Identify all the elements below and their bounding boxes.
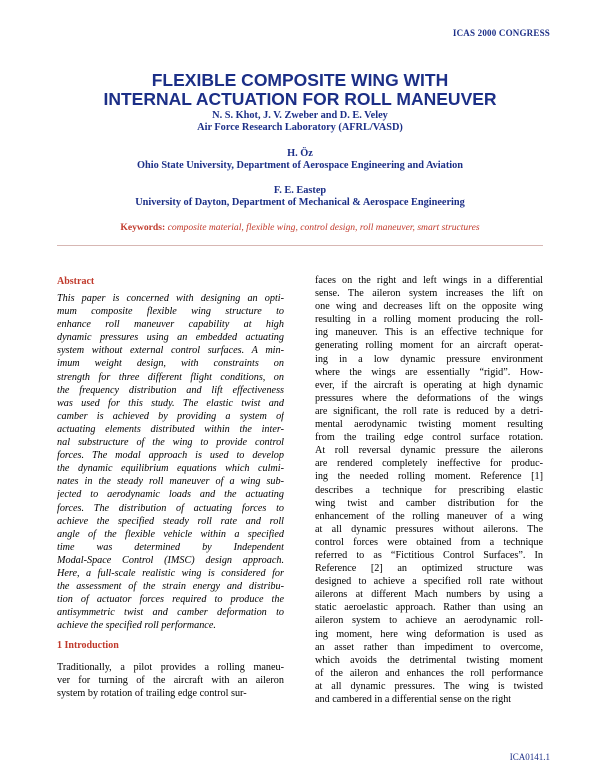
- author-names-1: N. S. Khot, J. V. Zweber and D. E. Veley: [212, 110, 388, 121]
- right-column-line: ing in a low dynamic pressure environment: [315, 353, 543, 365]
- right-column-line: an asset rather than impediment to overcome,: [315, 641, 543, 653]
- right-column-line: are rendered completely ineffective for produc-: [315, 458, 543, 470]
- abstract-line: enhance roll maneuver capability at high: [57, 319, 284, 331]
- author-block-2: [0, 148, 600, 172]
- abstract-line: achieve the specified steady roll rate and roll: [57, 515, 284, 527]
- right-column-line: mental aerodynamic twisting moment resulting: [315, 419, 543, 431]
- abstract-line: This paper is concerned with designing an opti-: [57, 293, 284, 304]
- page-id: ICA0141.1: [509, 752, 550, 762]
- author-names-2: H. Öz: [287, 148, 313, 159]
- right-column-line: faces on the right and left wings in a differential: [315, 275, 543, 286]
- abstract-line: imum weight design, with constraints on: [57, 358, 284, 370]
- conference-header: ICAS 2000 CONGRESS: [452, 28, 550, 38]
- abstract-line: system without external control surfaces. A min-: [57, 345, 284, 357]
- abstract-line: camber is achieved by providing a system of: [57, 410, 284, 422]
- abstract-line: achieve the specified roll performance.: [57, 620, 216, 632]
- right-column-line: At roll reversal dynamic pressure the ailerons: [315, 445, 543, 457]
- right-column-line: ing maneuver. This is an effective technique for: [315, 327, 543, 339]
- abstract-body: [57, 292, 284, 632]
- author-affiliation-2: Ohio State University, Department of Aerospace Engineering and Aviation: [137, 160, 463, 171]
- right-column-line: static aeroelastic approach. Rather than using an: [315, 602, 543, 614]
- abstract-line: was used for this study. The elastic twist and: [57, 397, 284, 409]
- right-column-line: describes a technique for prescribing elastic: [315, 484, 543, 496]
- right-column-line: from the trailing edge control surface rotation.: [315, 432, 543, 444]
- author-affiliation-3: University of Dayton, Department of Mechanical & Aerospace Engineering: [135, 197, 465, 208]
- abstract-line: nal substructure of the wing to provide control: [57, 437, 284, 449]
- divider-rule: [57, 245, 543, 246]
- right-column-line: designed to achieve a specified roll rate without: [315, 576, 543, 588]
- abstract-line: the frequency distribution and lift effectiveness: [57, 384, 284, 396]
- keywords-text: composite material, flexible wing, control design, roll maneuver, smart structures: [167, 222, 480, 233]
- right-column-line: generating rolling moment for an aircraft operat-: [315, 340, 543, 352]
- right-column-line: referred to as “Fictitious Control Surfaces”. In: [315, 549, 543, 561]
- right-column-line: resulting in a rolling moment producing the roll-: [315, 314, 543, 326]
- right-column-line: ing the needed rolling moment. Reference [1]: [315, 471, 543, 483]
- title-line-1: FLEXIBLE COMPOSITE WING WITH: [151, 70, 449, 90]
- keywords-label: Keywords:: [120, 222, 166, 233]
- right-column-line: and cambered in a differential sense on the right: [315, 694, 512, 705]
- abstract-line: Here, a full-scale realistic wing is considered for: [57, 567, 284, 579]
- right-column-line: Reference [2] an optimized structure was: [315, 563, 543, 575]
- introduction-body: [57, 661, 284, 700]
- right-column-line: which avoids the detrimental twisting moment: [315, 654, 543, 666]
- right-column-line: aileron system to achieve an aerodynamic roll-: [315, 615, 543, 627]
- right-column-line: are significant, the roll rate is reduced by a detri-: [315, 405, 543, 417]
- right-column-line: control forces were obtained from a technique: [315, 536, 543, 548]
- right-column-line: ever, if the aircraft is operating at high dynamic: [315, 379, 543, 391]
- right-column-body: [315, 274, 543, 706]
- right-column-line: enhancement of the rolling maneuver of a wing: [315, 510, 543, 522]
- right-column-line: where the wings are essentially “rigid”. How-: [315, 366, 543, 378]
- abstract-line: time was determined by Independent: [57, 541, 284, 553]
- abstract-line: Modal-Space Control (IMSC) design approach.: [57, 554, 284, 566]
- right-column-line: of the aileron and enhances the roll performance: [315, 667, 543, 679]
- right-column-line: at all dynamic pressures. The wing is twisted: [315, 680, 543, 692]
- paper-title: [0, 71, 600, 109]
- abstract-line: the dynamic equilibrium equations which culmi-: [57, 463, 284, 475]
- right-column-line: sense. The aileron system increases the lift on: [315, 288, 543, 300]
- author-affiliation-1: Air Force Research Laboratory (AFRL/VASD): [197, 122, 403, 133]
- abstract-line: strength for three different flight conditions, on: [57, 371, 284, 383]
- right-column-line: ailerons at different Mach numbers by using a: [315, 589, 543, 601]
- abstract-line: mum composite flexible wing structure to: [57, 306, 284, 318]
- title-line-2: INTERNAL ACTUATION FOR ROLL MANEUVER: [103, 89, 497, 109]
- abstract-line: jected to aerodynamic loads and the actuating: [57, 489, 284, 501]
- abstract-line: forces. The distribution of actuating forces to: [57, 502, 284, 514]
- right-column-line: wing twist and camber distribution for the: [315, 497, 543, 509]
- right-column-line: ing moment, here wing deformation is used as: [315, 628, 543, 640]
- abstract-line: forces. The modal approach is used to develop: [57, 450, 284, 462]
- abstract-heading: Abstract: [57, 276, 95, 287]
- keywords: [0, 222, 600, 233]
- right-column-line: one wing and decreases lift on the opposite wing: [315, 301, 543, 313]
- abstract-line: nates in the steady roll maneuver of a wing sub-: [57, 476, 284, 488]
- abstract-line: antisymmetric twist and camber deformation to: [57, 607, 284, 619]
- abstract-line: actuating elements distributed within the inter-: [57, 423, 284, 435]
- introduction-line: Traditionally, a pilot provides a rolling maneu-: [57, 662, 284, 673]
- right-column-line: pressures where the deformations of the wings: [315, 392, 543, 404]
- abstract-line: dynamic pressures using an embedded actuating: [57, 332, 284, 344]
- author-names-3: F. E. Eastep: [273, 185, 327, 196]
- abstract-line: tion of actuator forces required to produce the: [57, 594, 284, 606]
- author-block-3: [0, 185, 600, 209]
- author-block-1: [0, 110, 600, 134]
- right-column-line: at all dynamic pressures without ailerons. The: [315, 523, 543, 535]
- introduction-line: system by rotation of trailing edge control sur-: [57, 688, 247, 700]
- abstract-line: the assessment of the strain energy and distribu-: [57, 581, 284, 593]
- introduction-line: ver for turning of the aircraft with an aileron: [57, 675, 284, 687]
- abstract-line: angle of the flexible vehicle within a specified: [57, 528, 284, 540]
- introduction-heading: 1 Introduction: [57, 640, 119, 651]
